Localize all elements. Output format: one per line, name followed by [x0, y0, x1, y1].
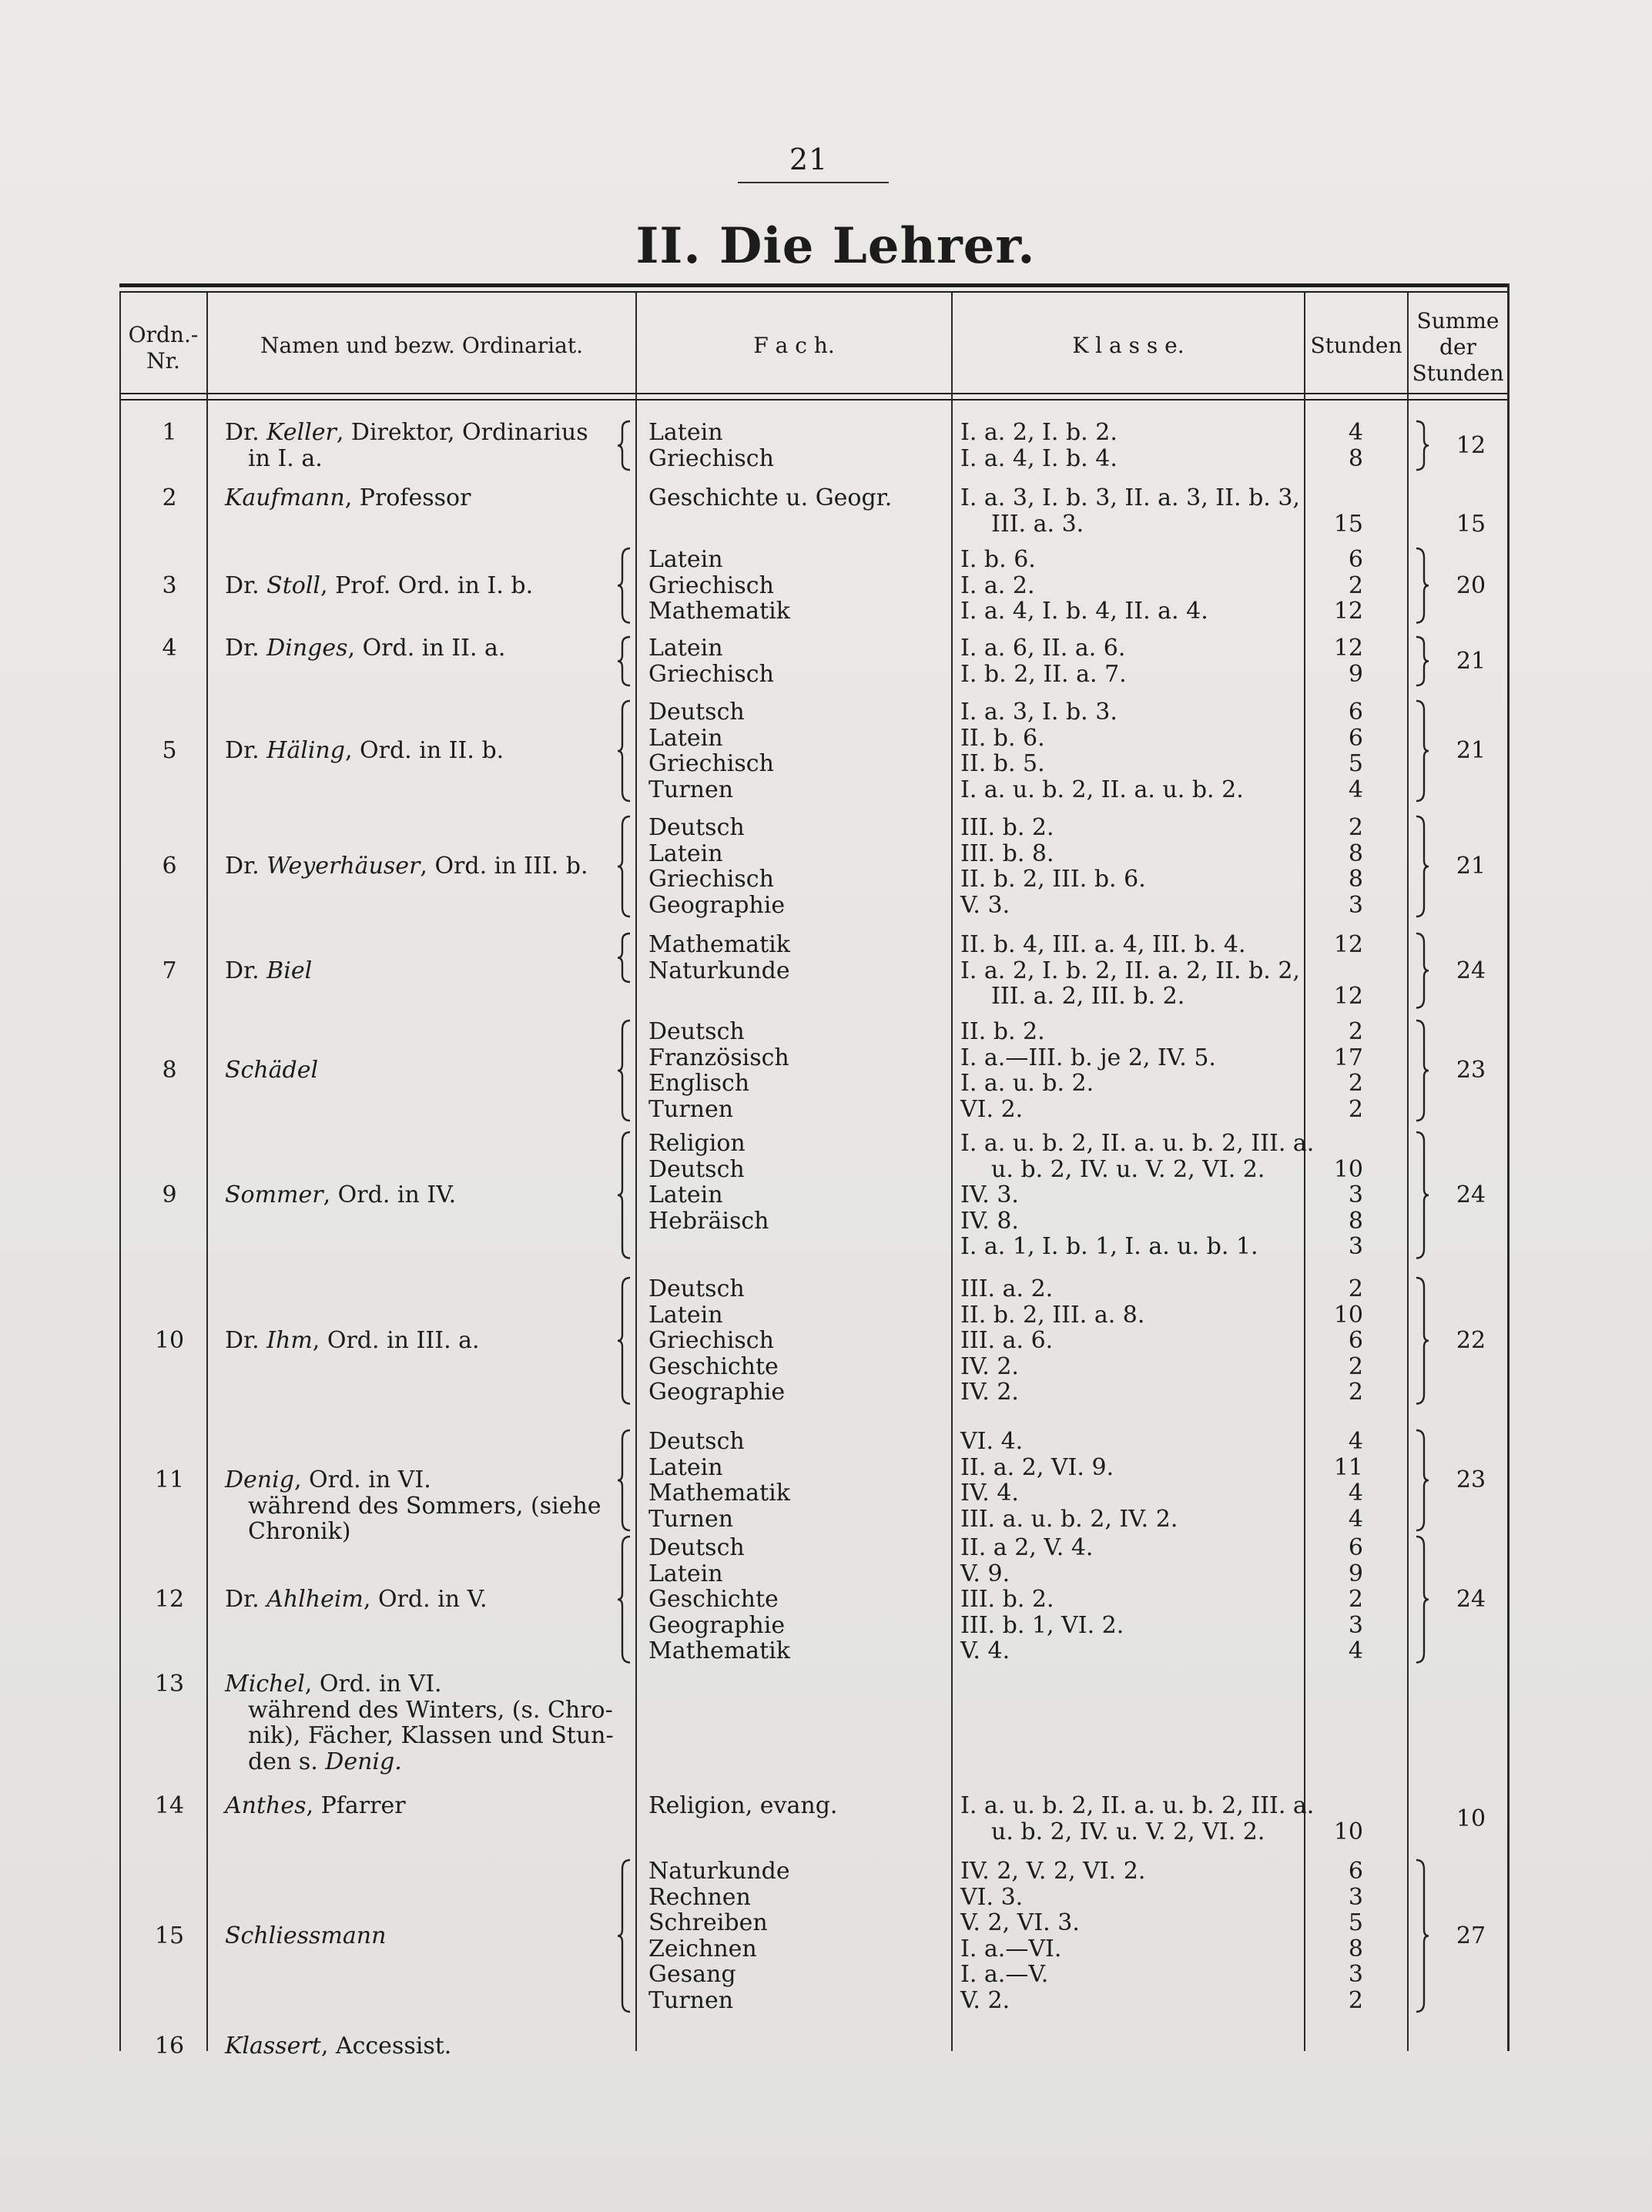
subject: Turnen — [648, 1095, 734, 1123]
class-list: I. a. 4, I. b. 4. — [960, 444, 1118, 472]
total-brace — [1413, 1276, 1430, 1406]
teacher-name-line — [225, 2033, 451, 2059]
class-list: V. 3. — [960, 891, 1010, 919]
row-number: 3 — [162, 571, 177, 599]
teacher-name-line — [225, 738, 504, 763]
teacher-name-line — [225, 1467, 431, 1493]
hours: 10 — [1333, 1155, 1363, 1183]
total-brace — [1413, 420, 1430, 471]
subject: Latein — [648, 840, 723, 867]
teacher-name-line — [225, 853, 588, 879]
teacher-name: Denig — [225, 1466, 294, 1494]
total-hours: 24 — [1456, 957, 1486, 984]
teacher-name-line — [225, 1923, 386, 1949]
subject: Geschichte u. Geogr. — [648, 484, 893, 511]
column-rule-summe — [1407, 293, 1409, 2051]
class-list: III. a. 2. — [960, 1275, 1054, 1302]
class-list: III. a. 6. — [960, 1327, 1054, 1354]
hours: 8 — [1348, 1935, 1363, 1962]
hours: 12 — [1333, 931, 1363, 958]
hours: 6 — [1348, 1327, 1363, 1354]
hours: 4 — [1348, 1637, 1363, 1664]
teacher-title: Dr. — [225, 957, 267, 984]
row-number: 9 — [162, 1181, 177, 1208]
class-list: I. b. 2, II. a. 7. — [960, 660, 1127, 688]
subject: Latein — [648, 724, 723, 752]
hours: 6 — [1348, 699, 1363, 726]
teacher-name: Ahlheim — [266, 1586, 364, 1613]
teacher-title: Dr. — [225, 853, 267, 880]
total-brace — [1413, 1429, 1430, 1532]
teacher-name: Keller — [266, 419, 337, 446]
header-stunden: Stunden — [1310, 333, 1402, 358]
teacher-name-line — [225, 1793, 406, 1818]
total-hours: 23 — [1456, 1466, 1486, 1494]
teacher-name-line — [225, 1057, 318, 1083]
teacher-role: , Ord. in III. a. — [312, 1327, 480, 1354]
header-summe — [1409, 308, 1507, 387]
subject-brace — [616, 1131, 633, 1260]
teacher-role: , Professor — [344, 484, 471, 511]
subject-brace — [616, 1535, 633, 1664]
table-top-rule — [119, 283, 1510, 287]
class-list: I. a. 3, I. b. 3. — [960, 699, 1118, 726]
row-number: 6 — [162, 853, 177, 880]
teacher-note-text: in I. a. — [248, 444, 323, 472]
class-list: I. a. u. b. 2, II. a. u. b. 2, III. a. — [960, 1130, 1315, 1157]
subject: Turnen — [648, 776, 734, 803]
hours: 10 — [1333, 1818, 1363, 1845]
subject-brace — [616, 1858, 633, 2013]
class-list: I. a. 2, I. b. 2, II. a. 2, II. b. 2, — [960, 957, 1300, 984]
class-list: VI. 4. — [960, 1428, 1024, 1455]
subject: Griechisch — [648, 444, 774, 472]
teacher-name: Dinges — [266, 635, 348, 662]
class-list: I. a.—VI. — [960, 1935, 1062, 1962]
teacher-name-line — [225, 1587, 488, 1612]
hours: 8 — [1348, 1207, 1363, 1235]
row-number: 14 — [154, 1792, 185, 1819]
teacher-note-text: während des Sommers, (siehe — [248, 1492, 601, 1520]
hours: 3 — [1348, 1883, 1363, 1911]
total-hours: 21 — [1456, 853, 1486, 880]
subject: Mathematik — [648, 931, 790, 958]
subject: Religion — [648, 1130, 746, 1157]
teacher-role: , Ord. in II. b. — [344, 737, 504, 765]
subject: Deutsch — [648, 1018, 745, 1045]
subject-brace — [616, 1019, 633, 1122]
class-list: III. a. u. b. 2, IV. 2. — [960, 1505, 1178, 1533]
total-hours: 22 — [1456, 1327, 1486, 1354]
teacher-name-line — [225, 485, 471, 511]
subject-brace — [616, 1276, 633, 1406]
subject: Geographie — [648, 1379, 786, 1406]
class-list: III. b. 1, VI. 2. — [960, 1611, 1124, 1639]
hours: 2 — [1348, 1352, 1363, 1380]
subject: Schreiben — [648, 1909, 768, 1936]
subject: Rechnen — [648, 1883, 751, 1911]
hours: 5 — [1348, 750, 1363, 777]
table-top-rule-thin — [119, 291, 1510, 293]
header-ordn-nr — [121, 322, 206, 374]
row-number: 7 — [162, 957, 177, 984]
class-list: I. a. u. b. 2. — [960, 1070, 1094, 1097]
teacher-title: Dr. — [225, 1327, 267, 1354]
teacher-name: Stoll — [266, 571, 321, 599]
class-list: V. 9. — [960, 1560, 1010, 1587]
hours: 2 — [1348, 814, 1363, 841]
total-hours: 20 — [1456, 571, 1486, 599]
subject: Naturkunde — [648, 957, 790, 984]
subject: Naturkunde — [648, 1858, 790, 1885]
teacher-role: , Pfarrer — [306, 1792, 406, 1819]
teacher-role: , Ord. in VI. — [304, 1671, 442, 1698]
subject: Latein — [648, 635, 723, 662]
header-ordn: Ordn.- — [128, 322, 199, 347]
subject: Deutsch — [648, 1155, 745, 1183]
teacher-role: , Ord. in III. b. — [420, 853, 588, 880]
teacher-name: Schliessmann — [225, 1922, 387, 1949]
class-list: II. b. 2, III. b. 6. — [960, 866, 1146, 893]
hours: 2 — [1348, 1070, 1363, 1097]
teacher-name-line — [225, 635, 505, 661]
subject-brace — [616, 699, 633, 803]
total-hours: 27 — [1456, 1922, 1486, 1949]
teacher-name-line — [225, 1182, 456, 1208]
teacher-note-line — [248, 1519, 350, 1544]
column-rule-klasse — [951, 293, 953, 2051]
column-rule-name — [206, 293, 208, 2051]
class-list: IV. 2, V. 2, VI. 2. — [960, 1858, 1146, 1885]
class-list: II. a 2, V. 4. — [960, 1534, 1094, 1561]
class-list: II. a. 2, VI. 9. — [960, 1453, 1114, 1481]
teacher-note-line — [248, 1493, 601, 1519]
hours: 2 — [1348, 1095, 1363, 1123]
class-list: I. a. u. b. 2, II. a. u. b. 2. — [960, 776, 1244, 803]
subject: Geschichte — [648, 1586, 779, 1613]
subject: Deutsch — [648, 699, 745, 726]
header-nr: Nr. — [146, 348, 180, 374]
page-number-rule — [738, 182, 889, 183]
hours: 12 — [1333, 635, 1363, 662]
subject: Latein — [648, 1301, 723, 1329]
hours: 9 — [1348, 660, 1363, 688]
total-brace — [1413, 1131, 1430, 1260]
class-list: I. a. 4, I. b. 4, II. a. 4. — [960, 598, 1208, 625]
hours: 9 — [1348, 1560, 1363, 1587]
hours: 6 — [1348, 1534, 1363, 1561]
hours: 8 — [1348, 444, 1363, 472]
subject: Deutsch — [648, 1428, 745, 1455]
class-list: II. b. 2, III. a. 8. — [960, 1301, 1145, 1329]
teacher-note-line — [248, 1723, 614, 1748]
total-brace — [1413, 1019, 1430, 1122]
total-brace — [1413, 547, 1430, 625]
class-list: I. a.—V. — [960, 1961, 1049, 1988]
teacher-role: , Ord. in VI. — [293, 1466, 431, 1494]
row-number: 15 — [154, 1922, 185, 1949]
class-list: u. b. 2, IV. u. V. 2, VI. 2. — [991, 1155, 1265, 1183]
class-list: III. a. 3. — [991, 510, 1084, 538]
hours: 12 — [1333, 983, 1363, 1010]
teacher-role: , Prof. Ord. in I. b. — [320, 571, 534, 599]
class-list: V. 2. — [960, 1986, 1010, 2014]
class-list: I. a. 2. — [960, 571, 1035, 599]
teacher-title: Dr. — [225, 419, 267, 446]
total-hours: 23 — [1456, 1057, 1486, 1084]
class-list: III. a. 2, III. b. 2. — [991, 983, 1185, 1010]
row-number: 2 — [162, 484, 177, 511]
total-hours: 24 — [1456, 1586, 1486, 1613]
row-number: 11 — [154, 1466, 185, 1494]
teacher-note-text: während des Winters, (s. Chro- — [248, 1696, 613, 1724]
class-list: II. b. 6. — [960, 724, 1045, 752]
subject-brace — [616, 547, 633, 625]
hours: 3 — [1348, 1233, 1363, 1260]
hours: 17 — [1333, 1044, 1363, 1071]
total-hours: 10 — [1456, 1805, 1486, 1832]
hours: 4 — [1348, 419, 1363, 446]
teacher-note-line — [248, 446, 323, 471]
teacher-role: , Accessist. — [320, 2033, 452, 2060]
total-brace — [1413, 1535, 1430, 1664]
subject: Religion, evang. — [648, 1792, 838, 1819]
total-hours: 21 — [1456, 647, 1486, 675]
total-brace — [1413, 815, 1430, 918]
subject: Latein — [648, 419, 723, 446]
teacher-role: , Ord. in IV. — [323, 1181, 457, 1208]
class-list: II. b. 4, III. a. 4, III. b. 4. — [960, 931, 1246, 958]
teacher-name: Michel — [225, 1671, 305, 1698]
column-rule-stunden — [1304, 293, 1305, 2051]
row-number: 8 — [162, 1057, 177, 1084]
class-list: VI. 3. — [960, 1883, 1024, 1911]
hours: 5 — [1348, 1909, 1363, 1936]
hours: 3 — [1348, 1181, 1363, 1208]
hours: 4 — [1348, 1505, 1363, 1533]
teacher-title: Dr. — [225, 571, 267, 599]
class-list: I. a. 2, I. b. 2. — [960, 419, 1118, 446]
class-list: I. b. 6. — [960, 546, 1036, 573]
total-hours: 21 — [1456, 737, 1486, 765]
column-rule-right — [1507, 283, 1510, 2051]
row-number: 4 — [162, 635, 177, 662]
class-list: II. b. 5. — [960, 750, 1045, 777]
subject: Geschichte — [648, 1352, 779, 1380]
subject: Griechisch — [648, 750, 774, 777]
subject: Gesang — [648, 1961, 736, 1988]
subject: Mathematik — [648, 1637, 790, 1664]
total-brace — [1413, 699, 1430, 803]
total-brace — [1413, 635, 1430, 687]
class-list: I. a. 6, II. a. 6. — [960, 635, 1126, 662]
hours: 6 — [1348, 546, 1363, 573]
subject: Mathematik — [648, 1480, 790, 1507]
teacher-name: Anthes — [225, 1792, 307, 1819]
subject-brace — [616, 1429, 633, 1532]
class-list: IV. 2. — [960, 1379, 1019, 1406]
subject: Latein — [648, 1453, 723, 1481]
teacher-name-line — [225, 958, 312, 984]
teacher-name: Schädel — [225, 1057, 319, 1084]
page-number: 21 — [789, 142, 829, 176]
teacher-title: Dr. — [225, 1586, 267, 1613]
hours: 8 — [1348, 866, 1363, 893]
class-list: VI. 2. — [960, 1095, 1024, 1123]
teacher-note-text: nik), Fächer, Klassen und Stun- — [248, 1722, 614, 1749]
hours: 4 — [1348, 776, 1363, 803]
class-list: IV. 8. — [960, 1207, 1019, 1235]
teacher-name: Weyerhäuser — [266, 853, 421, 880]
teacher-name-line — [225, 1671, 442, 1697]
teacher-name: Häling — [266, 737, 345, 765]
subject-brace — [616, 815, 633, 918]
subject: Latein — [648, 546, 723, 573]
hours: 3 — [1348, 891, 1363, 919]
hours: 6 — [1348, 1858, 1363, 1885]
teacher-role: , Ord. in II. a. — [347, 635, 506, 662]
hours: 4 — [1348, 1428, 1363, 1455]
row-number: 5 — [162, 737, 177, 765]
class-list: I. a. u. b. 2, II. a. u. b. 2, III. a. — [960, 1792, 1315, 1819]
total-brace — [1413, 932, 1430, 1010]
subject-brace — [616, 932, 633, 984]
subject: Griechisch — [648, 571, 774, 599]
hours: 2 — [1348, 571, 1363, 599]
teacher-title: Dr. — [225, 737, 267, 765]
teacher-role: , Ord. in V. — [363, 1586, 488, 1613]
header-bottom-rule-2 — [119, 399, 1510, 401]
class-list: IV. 3. — [960, 1181, 1019, 1208]
class-list: III. b. 2. — [960, 1586, 1054, 1613]
header-fach: F a c h. — [753, 333, 835, 358]
hours: 4 — [1348, 1480, 1363, 1507]
class-list: I. a. 1, I. b. 1, I. a. u. b. 1. — [960, 1233, 1258, 1260]
hours: 2 — [1348, 1586, 1363, 1613]
header-bottom-rule — [119, 393, 1510, 394]
hours: 15 — [1333, 510, 1363, 538]
subject: Griechisch — [648, 660, 774, 688]
teacher-name-line — [225, 573, 533, 598]
teacher-title: Dr. — [225, 635, 267, 662]
teacher-role: , Direktor, Ordinarius — [336, 419, 588, 446]
hours: 10 — [1333, 1301, 1363, 1329]
teacher-name-line — [225, 1328, 480, 1353]
column-rule-fach — [635, 293, 637, 2051]
subject: Geographie — [648, 891, 786, 919]
subject: Geographie — [648, 1611, 786, 1639]
row-number: 10 — [154, 1327, 185, 1354]
teacher-note-text: den s. — [248, 1748, 326, 1775]
teacher-note-line — [248, 1698, 613, 1723]
teacher-note-line — [248, 1749, 402, 1775]
class-list: I. a.—III. b. je 2, IV. 5. — [960, 1044, 1216, 1071]
teacher-note-ref: Denig. — [325, 1748, 402, 1775]
class-list: III. b. 2. — [960, 814, 1054, 841]
total-hours: 15 — [1456, 510, 1486, 538]
class-list: V. 2, VI. 3. — [960, 1909, 1080, 1936]
hours: 11 — [1333, 1453, 1363, 1481]
subject: Deutsch — [648, 814, 745, 841]
class-list: II. b. 2. — [960, 1018, 1045, 1045]
row-number: 12 — [154, 1586, 185, 1613]
hours: 3 — [1348, 1611, 1363, 1639]
subject: Zeichnen — [648, 1935, 757, 1962]
total-brace — [1413, 1858, 1430, 2013]
hours: 8 — [1348, 840, 1363, 867]
total-hours: 24 — [1456, 1181, 1486, 1208]
class-list: V. 4. — [960, 1637, 1010, 1664]
header-summe-2: der — [1439, 334, 1476, 360]
class-list: IV. 4. — [960, 1480, 1019, 1507]
subject: Deutsch — [648, 1534, 745, 1561]
hours: 2 — [1348, 1379, 1363, 1406]
hours: 6 — [1348, 724, 1363, 752]
subject-brace — [616, 420, 633, 471]
header-summe-3: Stunden — [1412, 360, 1504, 386]
hours: 12 — [1333, 598, 1363, 625]
hours: 2 — [1348, 1275, 1363, 1302]
subject-brace — [616, 635, 633, 687]
subject: Turnen — [648, 1505, 734, 1533]
teacher-name: Sommer — [225, 1181, 323, 1208]
row-number: 13 — [154, 1671, 185, 1698]
hours: 2 — [1348, 1018, 1363, 1045]
header-klasse: K l a s s e. — [1072, 333, 1185, 358]
column-rule-left — [119, 293, 121, 2051]
subject: Englisch — [648, 1070, 750, 1097]
class-list: I. a. 3, I. b. 3, II. a. 3, II. b. 3, — [960, 484, 1300, 511]
teacher-note-text: Chronik) — [248, 1518, 351, 1546]
header-name: Namen und bezw. Ordinariat. — [260, 333, 583, 358]
class-list: u. b. 2, IV. u. V. 2, VI. 2. — [991, 1818, 1265, 1845]
hours: 2 — [1348, 1986, 1363, 2014]
class-list: IV. 2. — [960, 1352, 1019, 1380]
total-hours: 12 — [1456, 431, 1486, 459]
teacher-name: Klassert — [225, 2033, 321, 2060]
subject: Turnen — [648, 1986, 734, 2014]
subject: Griechisch — [648, 866, 774, 893]
hours: 3 — [1348, 1961, 1363, 1988]
teacher-name: Kaufmann — [225, 484, 345, 511]
subject: Deutsch — [648, 1275, 745, 1302]
subject: Hebräisch — [648, 1207, 769, 1235]
row-number: 1 — [162, 419, 177, 446]
teacher-name: Ihm — [266, 1327, 313, 1354]
teacher-name: Biel — [266, 957, 313, 984]
subject: Griechisch — [648, 1327, 774, 1354]
teacher-name-line — [225, 420, 588, 445]
row-number: 16 — [154, 2033, 185, 2060]
subject: Latein — [648, 1560, 723, 1587]
subject: Französisch — [648, 1044, 789, 1071]
class-list: III. b. 8. — [960, 840, 1054, 867]
subject: Mathematik — [648, 598, 790, 625]
header-summe-1: Summe — [1416, 308, 1500, 333]
subject: Latein — [648, 1181, 723, 1208]
page-title: II. Die Lehrer. — [635, 217, 1036, 275]
